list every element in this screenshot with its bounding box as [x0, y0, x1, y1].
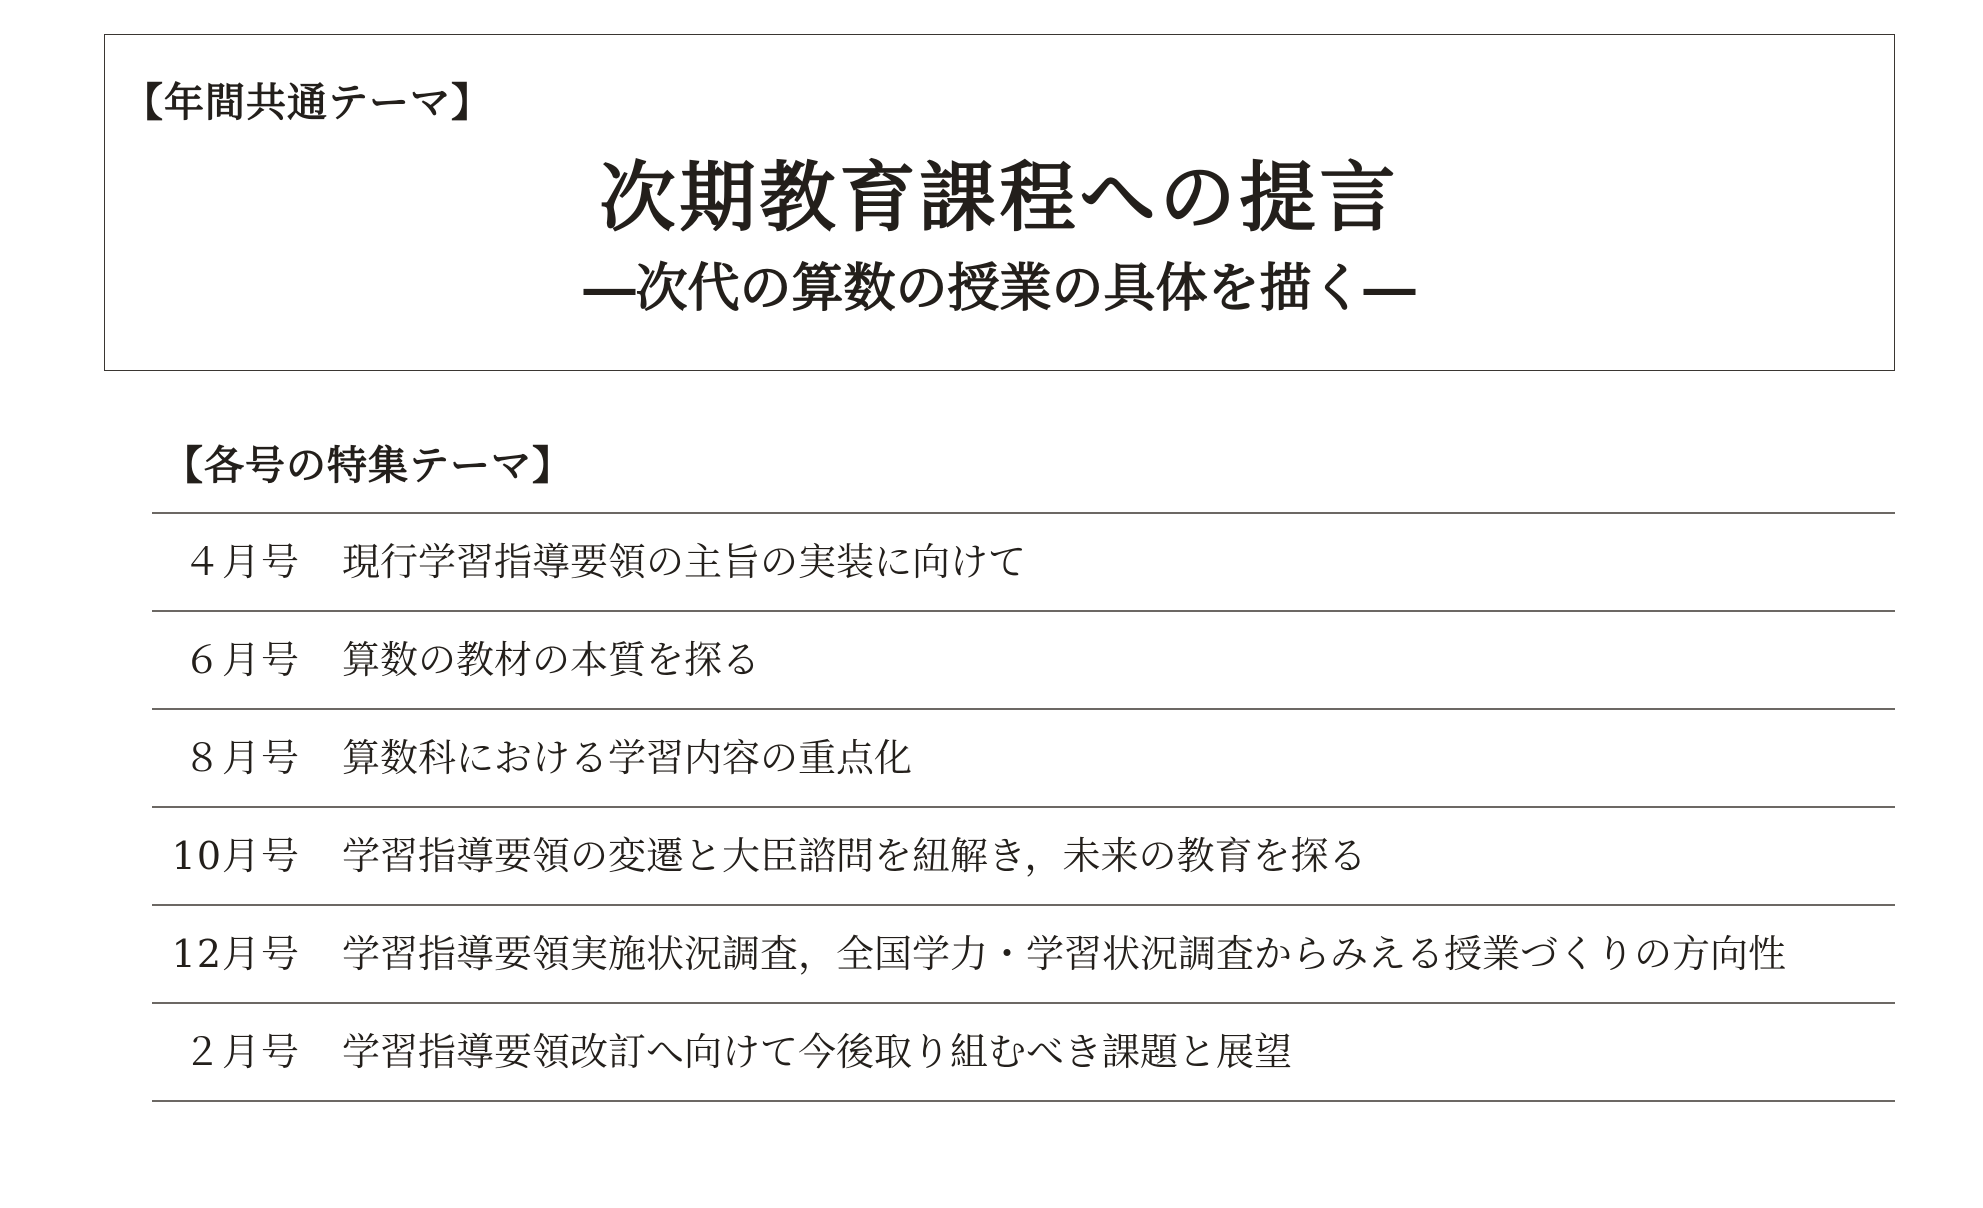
table-row	[152, 710, 1895, 808]
issue-month: ２月号	[182, 1030, 300, 1074]
issue-theme: 学習指導要領実施状況調査，全国学力・学習状況調査からみえる授業づくりの方向性	[342, 932, 1787, 976]
issue-theme: 現行学習指導要領の主旨の実装に向けて	[342, 540, 1027, 584]
table-row	[152, 1004, 1895, 1102]
issue-theme: 学習指導要領改訂へ向けて今後取り組むべき課題と展望	[342, 1030, 1293, 1074]
table-row	[152, 514, 1895, 612]
issue-theme: 学習指導要領の変遷と大臣諮問を紐解き，未来の教育を探る	[342, 834, 1367, 878]
issue-month: ８月号	[182, 736, 300, 780]
issue-theme: 算数科における学習内容の重点化	[342, 736, 913, 780]
issue-month: 10月号	[171, 834, 300, 878]
main-title: 次期教育課程への提言	[599, 153, 1400, 242]
issue-theme-table	[152, 512, 1895, 1102]
annual-theme-box	[104, 34, 1895, 371]
annual-theme-label: 【年間共通テーマ】	[123, 80, 492, 126]
issue-theme: 算数の教材の本質を探る	[342, 638, 761, 682]
issue-month: 12月号	[171, 932, 300, 976]
issue-month: ６月号	[182, 638, 300, 682]
issue-themes-label: 【各号の特集テーマ】	[163, 443, 573, 489]
issue-month: ４月号	[182, 540, 300, 584]
sub-title: ―次代の算数の授業の具体を描く―	[583, 258, 1416, 319]
table-row	[152, 612, 1895, 710]
table-row	[152, 906, 1895, 1004]
table-row	[152, 808, 1895, 906]
